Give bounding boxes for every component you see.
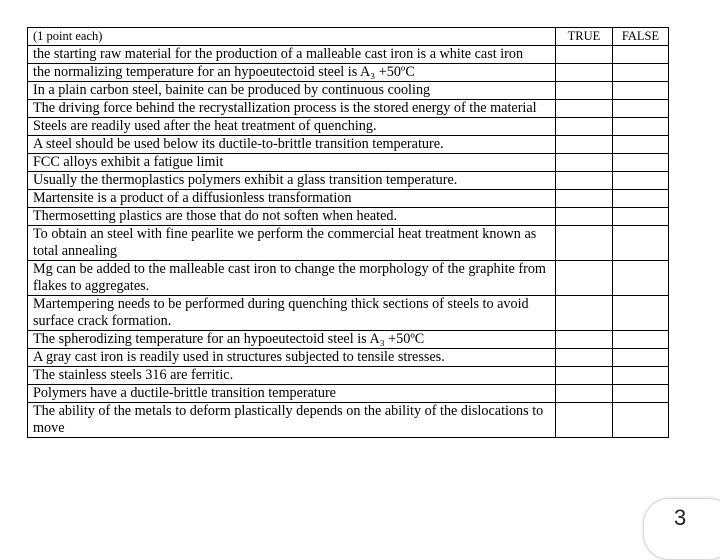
true-answer-cell[interactable] xyxy=(556,208,613,226)
statement-text: The stainless steels 316 are ferritic. xyxy=(28,367,556,385)
true-answer-cell[interactable] xyxy=(556,385,613,403)
false-answer-cell[interactable] xyxy=(613,136,669,154)
true-answer-cell[interactable] xyxy=(556,349,613,367)
true-answer-cell[interactable] xyxy=(556,296,613,331)
statement-text: the normalizing temperature for an hypoeutectoid steel is A₃ +50ºC xyxy=(28,64,556,82)
table-row xyxy=(28,261,669,296)
statement-text: the starting raw material for the production of a malleable cast iron is a white cast iron xyxy=(28,46,556,64)
header-row xyxy=(28,28,669,46)
statement-text: Usually the thermoplastics polymers exhibit a glass transition temperature. xyxy=(28,172,556,190)
false-column-header: FALSE xyxy=(613,28,669,46)
true-answer-cell[interactable] xyxy=(556,82,613,100)
table-row xyxy=(28,82,669,100)
false-answer-cell[interactable] xyxy=(613,296,669,331)
true-answer-cell[interactable] xyxy=(556,367,613,385)
false-answer-cell[interactable] xyxy=(613,385,669,403)
statement-text: The driving force behind the recrystallization process is the stored energy of the material xyxy=(28,100,556,118)
instruction-header: (1 point each) xyxy=(28,28,556,46)
statement-text: A steel should be used below its ductile-to-brittle transition temperature. xyxy=(28,136,556,154)
statement-text: To obtain an steel with fine pearlite we perform the commercial heat treatment known as total annealing xyxy=(28,226,556,261)
statement-text: The spherodizing temperature for an hypoeutectoid steel is A₃ +50ºC xyxy=(28,331,556,349)
table-row xyxy=(28,208,669,226)
true-answer-cell[interactable] xyxy=(556,100,613,118)
false-answer-cell[interactable] xyxy=(613,118,669,136)
false-answer-cell[interactable] xyxy=(613,82,669,100)
false-answer-cell[interactable] xyxy=(613,226,669,261)
table-row xyxy=(28,367,669,385)
table-row xyxy=(28,118,669,136)
statement-text: Thermosetting plastics are those that do not soften when heated. xyxy=(28,208,556,226)
false-answer-cell[interactable] xyxy=(613,46,669,64)
false-answer-cell[interactable] xyxy=(613,261,669,296)
table-row xyxy=(28,190,669,208)
statement-text: A gray cast iron is readily used in structures subjected to tensile stresses. xyxy=(28,349,556,367)
false-answer-cell[interactable] xyxy=(613,331,669,349)
page-number-badge xyxy=(643,498,720,560)
statement-text: Mg can be added to the malleable cast iron to change the morphology of the graphite from flakes to aggregates. xyxy=(28,261,556,296)
table-row xyxy=(28,172,669,190)
true-answer-cell[interactable] xyxy=(556,403,613,438)
true-answer-cell[interactable] xyxy=(556,190,613,208)
true-answer-cell[interactable] xyxy=(556,46,613,64)
false-answer-cell[interactable] xyxy=(613,154,669,172)
table-row xyxy=(28,296,669,331)
false-answer-cell[interactable] xyxy=(613,64,669,82)
true-answer-cell[interactable] xyxy=(556,118,613,136)
table-row xyxy=(28,46,669,64)
table-row xyxy=(28,136,669,154)
true-answer-cell[interactable] xyxy=(556,331,613,349)
statement-text: FCC alloys exhibit a fatigue limit xyxy=(28,154,556,172)
true-answer-cell[interactable] xyxy=(556,261,613,296)
table-row xyxy=(28,385,669,403)
page-number: 3 xyxy=(674,505,687,530)
statement-text: Martensite is a product of a diffusionless transformation xyxy=(28,190,556,208)
statement-text: In a plain carbon steel, bainite can be produced by continuous cooling xyxy=(28,82,556,100)
table-row xyxy=(28,154,669,172)
table-row xyxy=(28,64,669,82)
true-answer-cell[interactable] xyxy=(556,154,613,172)
true-answer-cell[interactable] xyxy=(556,226,613,261)
statement-text: Martempering needs to be performed during quenching thick sections of steels to avoid surface crack formation. xyxy=(28,296,556,331)
false-answer-cell[interactable] xyxy=(613,403,669,438)
statement-text: Steels are readily used after the heat treatment of quenching. xyxy=(28,118,556,136)
statement-text: The ability of the metals to deform plastically depends on the ability of the dislocations to move xyxy=(28,403,556,438)
table-row xyxy=(28,403,669,438)
false-answer-cell[interactable] xyxy=(613,367,669,385)
statement-text: Polymers have a ductile-brittle transition temperature xyxy=(28,385,556,403)
false-answer-cell[interactable] xyxy=(613,100,669,118)
true-column-header: TRUE xyxy=(556,28,613,46)
true-answer-cell[interactable] xyxy=(556,136,613,154)
table-row xyxy=(28,331,669,349)
table-row xyxy=(28,226,669,261)
table-row xyxy=(28,100,669,118)
false-answer-cell[interactable] xyxy=(613,349,669,367)
true-false-table xyxy=(27,27,669,438)
false-answer-cell[interactable] xyxy=(613,208,669,226)
true-answer-cell[interactable] xyxy=(556,64,613,82)
false-answer-cell[interactable] xyxy=(613,190,669,208)
false-answer-cell[interactable] xyxy=(613,172,669,190)
table-row xyxy=(28,349,669,367)
true-answer-cell[interactable] xyxy=(556,172,613,190)
